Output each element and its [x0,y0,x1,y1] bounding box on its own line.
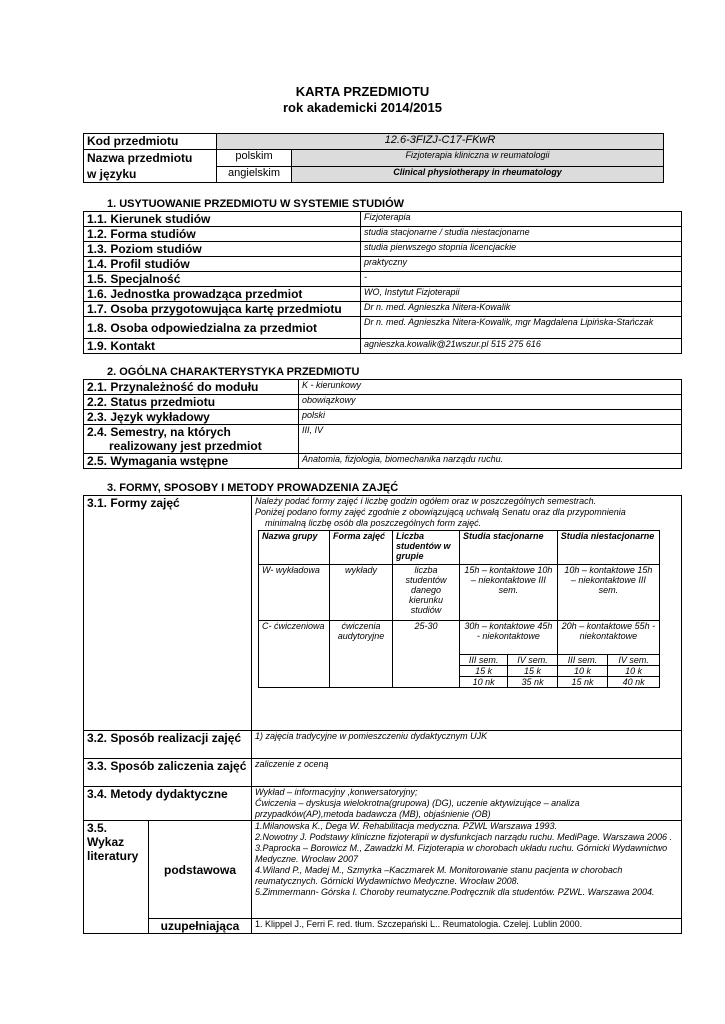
s3-literature-label: 3.5. Wykaz literatury [84,821,149,934]
course-code-table [83,133,664,183]
s1-value-3: studia pierwszego stopnia licencjackie [361,242,682,257]
s2-value-2: obowiązkowy [299,395,682,410]
s2-value-3: polski [299,410,682,425]
course-name-label-line2: w języku [87,167,137,181]
s3-forms-intro [252,496,681,529]
s3-assessment-value: zaliczenie z oceną [252,759,682,787]
s1-value-5: - [361,272,682,287]
s3-intro-line1: Należy podać formy zajęć i liczbę godzin ogółem oraz w poszczególnych semestrach. [255,496,597,506]
inner-k-4: 10 k [608,666,660,677]
s1-value-9: agnieszka.kowalik@21wszur.pl 515 275 616 [361,339,682,354]
inner-header-nst: Studia niestacjonarne [557,531,659,565]
s1-label-6: 1.6. Jednostka prowadząca przedmiot [84,287,361,302]
s3-forms-label: 3.1. Formy zajęć [84,496,252,731]
literature-item: 5.Zimmermann- Górska I. Choroby reumatyczne.Podręcznik dla studentów. PZWL. Warszawa 2004. [255,887,655,897]
inner-nk-2: 35 nk [508,677,557,688]
inner-header-name: Nazwa grupy [259,531,330,565]
inner-w-count: liczba studentów danego kierunku studiów [393,565,460,621]
literature-item: 1.Milanowska K., Dega W. Rehabilitacja medyczna. PZWL Warszawa 1993. [255,821,557,831]
inner-c-name: C- ćwiczeniowa [259,621,330,688]
s2-value-4: III, IV [299,425,682,454]
page-subtitle: rok akademicki 2014/2015 [282,100,442,115]
s3-intro-line3: minimalną liczbę osób dla poszczególnych form zajęć. [265,518,482,528]
section3-table [83,495,682,934]
inner-c-count: 25-30 [393,621,460,688]
language-english-label: angielskim [217,166,292,183]
inner-w-form: wykłady [330,565,393,621]
course-name-label-line1: Nazwa przedmiotu [87,151,193,165]
s2-value-5: Anatomia, fizjologia, biomechanika narządu ruchu. [299,454,682,469]
s3-methods-value [252,787,682,821]
course-code-value: 12.6-3FIZJ-C17-FKwR [217,134,664,150]
s3-methods-line1: Wykład – informacyjny ,konwersatoryjny; [255,787,418,797]
section3-heading: 3. FORMY, SPOSOBY I METODY PROWADZENIA ZAJĘĆ [107,482,399,494]
s2-label-1: 2.1. Przynależność do modułu [84,380,299,395]
s1-label-3: 1.3. Poziom studiów [84,242,361,257]
inner-nk-4: 40 nk [608,677,660,688]
s1-value-6: WO, Instytut Fizjoterapii [361,287,682,302]
section1-table [83,211,682,354]
s1-value-8: Dr n. med. Agnieszka Nitera-Kowalik, mgr Magdalena Lipińska-Stańczak [361,317,682,339]
s3-literature-extra-label: uzupełniająca [149,919,252,934]
s2-label-4-line2: realizowany jest przedmiot [109,439,262,453]
s3-literature-basic-label: podstawowa [149,821,252,919]
s3-literature-basic-list [252,821,682,919]
literature-item: 4.Wiland P., Madej M., Szmyrka –Kaczmarek M. Monitorowanie stanu pacjenta w chorobach reumatycznych. Górnicki Wydawnictwo Medyczne. Wrocław 2008. [255,865,623,886]
s3-methods-line3: przypadków(AP),metoda badawcza (MB), objaśnienie (OB) [255,809,491,819]
inner-c-st: 30h – kontaktowe 45h - niekontaktowe [460,621,558,655]
inner-k-1: 15 k [460,666,508,677]
s3-assessment-label: 3.3. Sposób zaliczenia zajęć [84,759,252,787]
s3-methods-label: 3.4. Metody dydaktyczne [84,787,252,821]
s3-methods-line2: Ćwiczenia – dyskusja wielokrotna(grupowa) (DG), uczenie aktywizujące – analiza [255,798,580,808]
s1-value-1: Fizjoterapia [361,212,682,227]
course-name-label [84,150,217,183]
inner-sem-4: IV sem. [608,655,660,666]
s1-label-7: 1.7. Osoba przygotowująca kartę przedmiotu [84,302,361,317]
s2-label-2: 2.2. Status przedmiotu [84,395,299,410]
course-name-english: Clinical physiotherapy in rheumatology [292,166,664,183]
inner-w-st: 15h – kontaktowe 10h – niekontaktowe III sem. [460,565,558,621]
s1-label-4: 1.4. Profil studiów [84,257,361,272]
s1-value-2: studia stacjonarne / studia niestacjonarne [361,227,682,242]
section1-heading: 1. USYTUOWANIE PRZEDMIOTU W SYSTEMIE STUDIÓW [107,198,405,210]
s2-label-5: 2.5. Wymagania wstępne [84,454,299,469]
s2-label-3: 2.3. Język wykładowy [84,410,299,425]
s3-forms-cell [252,496,682,731]
course-name-polish: Fizjoterapia kliniczna w reumatologii [292,150,664,167]
inner-k-3: 10 k [557,666,607,677]
section2-heading: 2. OGÓLNA CHARAKTERYSTYKA PRZEDMIOTU [107,366,360,378]
inner-header-count: Liczba studentów w grupie [393,531,460,565]
s3-realization-value: 1) zajęcia tradycyjne w pomieszczeniu dydaktycznym UJK [252,731,682,759]
inner-header-form: Forma zajęć [330,531,393,565]
inner-c-nst: 20h – kontaktowe 55h - niekontaktowe [557,621,659,655]
s3-literature-extra-value: 1. Klippel J., Ferri F. red. tłum. Szczepański L.. Reumatologia. Czelej. Lublin 2000. [252,919,682,934]
inner-w-nst: 10h – kontaktowe 15h – niekontaktowe III sem. [557,565,659,621]
s2-label-4-line1: 2.4. Semestry, na których [87,425,231,439]
section2-table [83,379,682,469]
s1-label-1: 1.1. Kierunek studiów [84,212,361,227]
language-polish-label: polskim [217,150,292,167]
forms-inner-table [258,530,660,688]
s1-label-5: 1.5. Specjalność [84,272,361,287]
s1-value-4: praktyczny [361,257,682,272]
inner-k-2: 15 k [508,666,557,677]
inner-sem-3: III sem. [557,655,607,666]
inner-c-form: ćwiczenia audytoryjne [330,621,393,688]
inner-sem-2: IV sem. [508,655,557,666]
s3-intro-line2: Poniżej podano formy zajęć zgodnie z obowiązującą uchwałą Senatu oraz dla przypomnienia [255,507,626,517]
course-code-label: Kod przedmiotu [84,134,217,150]
s2-label-4 [84,425,299,454]
s1-label-9: 1.9. Kontakt [84,339,361,354]
inner-header-st: Studia stacjonarne [460,531,558,565]
s1-label-8: 1.8. Osoba odpowiedzialna za przedmiot [84,317,361,339]
s3-realization-label: 3.2. Sposób realizacji zajęć [84,731,252,759]
inner-w-name: W- wykładowa [259,565,330,621]
inner-nk-1: 10 nk [460,677,508,688]
s1-value-7: Dr n. med. Agnieszka Nitera-Kowalik [361,302,682,317]
s1-label-2: 1.2. Forma studiów [84,227,361,242]
s2-value-1: K - kierunkowy [299,380,682,395]
inner-sem-1: III sem. [460,655,508,666]
inner-nk-3: 15 nk [557,677,607,688]
literature-item: 2.Nowotny J. Podstawy kliniczne fizjoterapii w dysfunkcjach narządu ruchu. MediPage. Warszawa 2006 . [255,832,673,842]
literature-item: 3.Paprocka – Borowicz M., Zawadzki M. Fizjoterapia w chorobach układu ruchu. Górnicki Wydawnictwo Medyczne. Wrocław 2007 [255,843,668,864]
page-title: KARTA PRZEDMIOTU [295,84,430,99]
